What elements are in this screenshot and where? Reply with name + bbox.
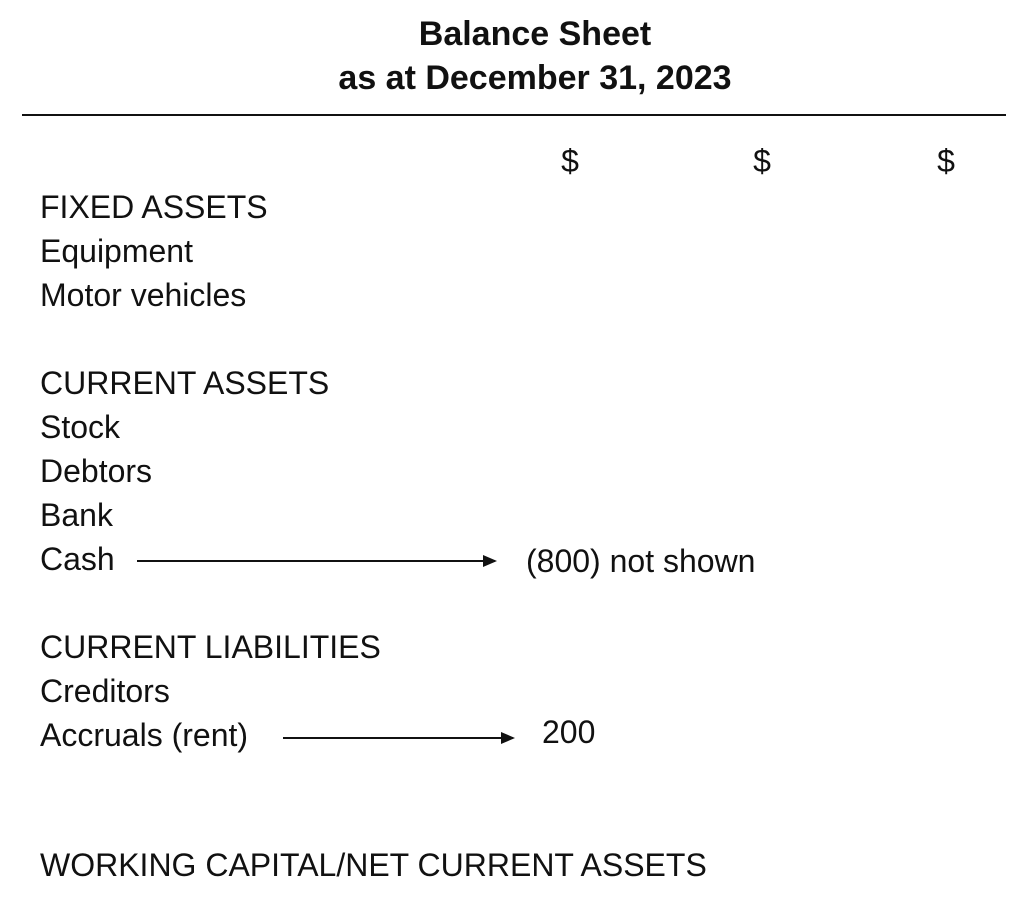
line-item-equipment: Equipment [40, 233, 193, 269]
section-heading-current-liabilities: CURRENT LIABILITIES [40, 629, 381, 665]
accruals-annotation: 200 [542, 714, 596, 750]
line-item-motor-vehicles: Motor vehicles [40, 277, 247, 313]
currency-header-2: $ [753, 143, 771, 179]
line-item-debtors: Debtors [40, 453, 153, 489]
section-heading-current-assets: CURRENT ASSETS [40, 365, 330, 401]
line-item-accruals-rent: Accruals (rent) [40, 717, 249, 753]
line-item-stock: Stock [40, 409, 121, 445]
line-item-bank: Bank [40, 497, 113, 533]
page-title: Balance Sheet [418, 15, 652, 53]
line-item-creditors: Creditors [40, 673, 170, 709]
currency-header-3: $ [937, 143, 955, 179]
section-heading-fixed-assets: FIXED ASSETS [40, 189, 268, 225]
currency-header-1: $ [561, 143, 579, 179]
cash-annotation: (800) not shown [526, 543, 756, 579]
line-item-cash: Cash [40, 541, 115, 577]
page-subtitle: as at December 31, 2023 [338, 59, 732, 97]
section-heading-working-capital: WORKING CAPITAL/NET CURRENT ASSETS [40, 847, 707, 883]
title-divider [22, 114, 1006, 116]
cash-arrow-icon [137, 560, 495, 562]
accruals-arrow-icon [283, 737, 513, 739]
